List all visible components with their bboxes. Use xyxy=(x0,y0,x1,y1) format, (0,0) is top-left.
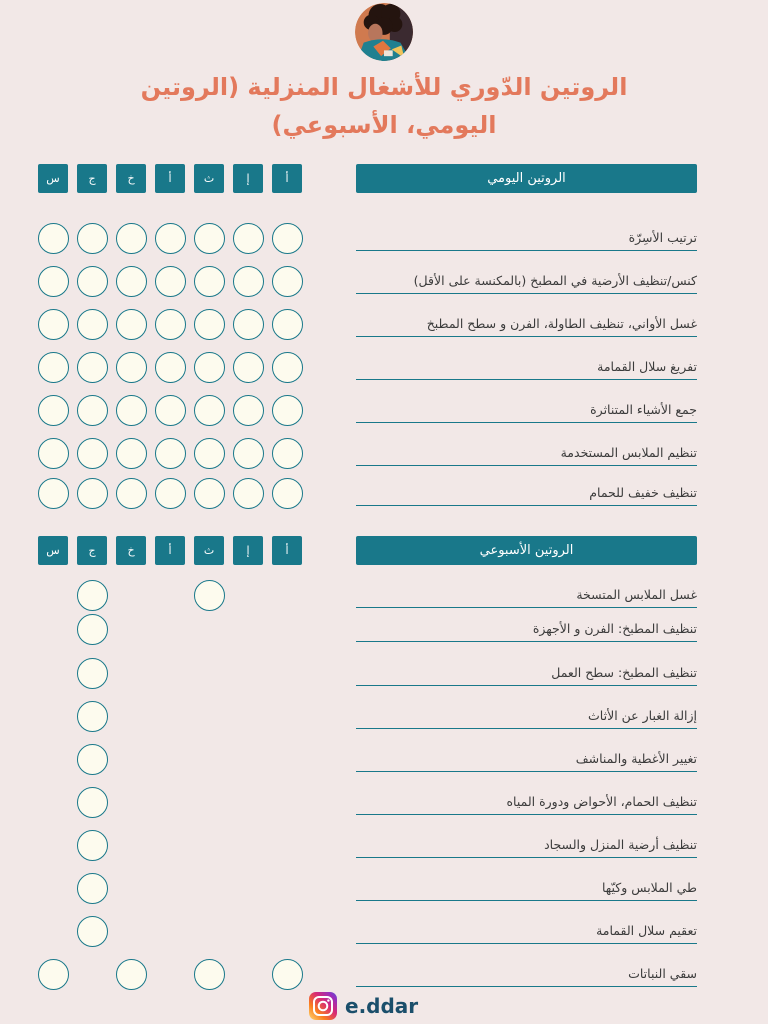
daily-task-checkbox[interactable] xyxy=(38,395,69,426)
daily-task-checkbox[interactable] xyxy=(272,352,303,383)
weekly-task-checkbox[interactable] xyxy=(77,916,108,947)
weekly-task-checkbox[interactable] xyxy=(77,658,108,689)
daily-task-label: ترتيب الأسِرّة xyxy=(628,230,697,245)
weekly-task-checkbox[interactable] xyxy=(77,614,108,645)
daily-task-label: كنس/تنظيف الأرضية في المطبخ (بالمكنسة على الأقل) xyxy=(413,273,697,288)
weekly-task-label: تنظيف الحمام، الأحواض ودورة المياه xyxy=(506,794,697,809)
daily-task-checkbox[interactable] xyxy=(77,266,108,297)
daily-task-label: تنظيم الملابس المستخدمة xyxy=(560,445,697,460)
daily-task-label: غسل الأواني، تنظيف الطاولة، الفرن و سطح المطبخ xyxy=(426,316,697,331)
task-divider xyxy=(356,986,697,987)
daily-task-checkbox[interactable] xyxy=(272,266,303,297)
daily-task-checkbox[interactable] xyxy=(194,478,225,509)
weekly-task-label: تنظيف المطبخ: الفرن و الأجهزة xyxy=(532,621,697,636)
daily-day-header: إ xyxy=(233,164,263,193)
weekly-task-checkbox[interactable] xyxy=(77,701,108,732)
daily-task-checkbox[interactable] xyxy=(116,309,147,340)
daily-task-checkbox[interactable] xyxy=(233,266,264,297)
weekly-task-label: طي الملابس وكيّها xyxy=(601,880,697,895)
task-divider xyxy=(356,685,697,686)
daily-task-checkbox[interactable] xyxy=(272,309,303,340)
weekly-task-checkbox[interactable] xyxy=(77,787,108,818)
page-title xyxy=(0,68,768,144)
daily-task-checkbox[interactable] xyxy=(38,478,69,509)
page-title-line-2: اليومي، الأسبوعي) xyxy=(271,111,497,139)
daily-task-checkbox[interactable] xyxy=(155,352,186,383)
daily-task-checkbox[interactable] xyxy=(233,223,264,254)
task-divider xyxy=(356,336,697,337)
weekly-task-checkbox[interactable] xyxy=(77,830,108,861)
daily-task-checkbox[interactable] xyxy=(272,478,303,509)
daily-task-checkbox[interactable] xyxy=(77,395,108,426)
daily-day-header: أ xyxy=(272,164,302,193)
daily-task-checkbox[interactable] xyxy=(38,266,69,297)
daily-day-header: س xyxy=(38,164,68,193)
daily-task-checkbox[interactable] xyxy=(194,309,225,340)
daily-task-checkbox[interactable] xyxy=(155,266,186,297)
daily-task-checkbox[interactable] xyxy=(38,438,69,469)
daily-task-checkbox[interactable] xyxy=(272,438,303,469)
weekly-task-label: غسل الملابس المتسخة xyxy=(576,587,697,602)
task-divider xyxy=(356,771,697,772)
daily-task-checkbox[interactable] xyxy=(233,478,264,509)
instagram-icon xyxy=(309,992,337,1020)
instagram-logo-icon xyxy=(309,992,337,1020)
instagram-handle: e.ddar xyxy=(345,994,419,1018)
page-title-line-1: الروتين الدّوري للأشغال المنزلية (الروتين xyxy=(140,73,628,101)
weekly-task-label: تنظيف أرضية المنزل والسجاد xyxy=(544,837,697,852)
task-divider xyxy=(356,250,697,251)
daily-task-checkbox[interactable] xyxy=(233,309,264,340)
weekly-task-checkbox[interactable] xyxy=(77,580,108,611)
daily-task-checkbox[interactable] xyxy=(233,352,264,383)
daily-routine-header: الروتين اليومي xyxy=(356,164,697,193)
daily-day-header: ج xyxy=(77,164,107,193)
weekly-day-header: إ xyxy=(233,536,263,565)
task-divider xyxy=(356,728,697,729)
daily-task-checkbox[interactable] xyxy=(116,395,147,426)
daily-task-label: جمع الأشياء المتناثرة xyxy=(590,402,697,417)
task-divider xyxy=(356,641,697,642)
task-divider xyxy=(356,607,697,608)
task-divider xyxy=(356,900,697,901)
avatar xyxy=(355,3,413,61)
daily-day-header: ث xyxy=(194,164,224,193)
daily-task-checkbox[interactable] xyxy=(194,266,225,297)
task-divider xyxy=(356,465,697,466)
daily-task-checkbox[interactable] xyxy=(155,395,186,426)
weekly-day-header: س xyxy=(38,536,68,565)
daily-task-checkbox[interactable] xyxy=(233,395,264,426)
daily-task-checkbox[interactable] xyxy=(155,478,186,509)
weekly-task-checkbox[interactable] xyxy=(194,959,225,990)
weekly-task-label: تغيير الأغطية والمناشف xyxy=(575,751,697,766)
task-divider xyxy=(356,943,697,944)
weekly-day-header: ث xyxy=(194,536,224,565)
weekly-day-header: أ xyxy=(155,536,185,565)
daily-task-checkbox[interactable] xyxy=(77,478,108,509)
weekly-task-checkbox[interactable] xyxy=(116,959,147,990)
weekly-task-label: إزالة الغبار عن الأثاث xyxy=(588,708,697,723)
weekly-day-header: ج xyxy=(77,536,107,565)
daily-task-checkbox[interactable] xyxy=(77,309,108,340)
weekly-day-header: أ xyxy=(272,536,302,565)
weekly-task-checkbox[interactable] xyxy=(38,959,69,990)
daily-task-checkbox[interactable] xyxy=(155,438,186,469)
daily-day-header: خ xyxy=(116,164,146,193)
woman-portrait-icon xyxy=(355,3,413,61)
daily-task-checkbox[interactable] xyxy=(233,438,264,469)
task-divider xyxy=(356,422,697,423)
daily-task-checkbox[interactable] xyxy=(155,223,186,254)
daily-task-checkbox[interactable] xyxy=(116,438,147,469)
task-divider xyxy=(356,505,697,506)
daily-task-checkbox[interactable] xyxy=(272,395,303,426)
daily-task-checkbox[interactable] xyxy=(116,352,147,383)
weekly-task-checkbox[interactable] xyxy=(77,744,108,775)
daily-task-label: تفريغ سلال القمامة xyxy=(597,359,697,374)
weekly-task-label: تعقيم سلال القمامة xyxy=(596,923,697,938)
daily-task-checkbox[interactable] xyxy=(77,438,108,469)
daily-task-checkbox[interactable] xyxy=(38,309,69,340)
daily-task-checkbox[interactable] xyxy=(116,223,147,254)
daily-task-checkbox[interactable] xyxy=(272,223,303,254)
daily-task-checkbox[interactable] xyxy=(194,223,225,254)
weekly-day-header: خ xyxy=(116,536,146,565)
daily-task-checkbox[interactable] xyxy=(194,438,225,469)
daily-task-checkbox[interactable] xyxy=(38,223,69,254)
daily-task-checkbox[interactable] xyxy=(77,352,108,383)
weekly-task-label: سقي النباتات xyxy=(628,966,697,981)
daily-day-header: أ xyxy=(155,164,185,193)
daily-task-checkbox[interactable] xyxy=(77,223,108,254)
weekly-task-label: تنظيف المطبخ: سطح العمل xyxy=(551,665,697,680)
daily-task-checkbox[interactable] xyxy=(155,309,186,340)
task-divider xyxy=(356,379,697,380)
daily-task-checkbox[interactable] xyxy=(194,395,225,426)
task-divider xyxy=(356,857,697,858)
daily-task-checkbox[interactable] xyxy=(116,266,147,297)
task-divider xyxy=(356,293,697,294)
daily-task-label: تنظيف خفيف للحمام xyxy=(589,485,697,500)
weekly-routine-header: الروتين الأسبوعي xyxy=(356,536,697,565)
daily-task-checkbox[interactable] xyxy=(38,352,69,383)
weekly-task-checkbox[interactable] xyxy=(194,580,225,611)
weekly-task-checkbox[interactable] xyxy=(272,959,303,990)
daily-task-checkbox[interactable] xyxy=(194,352,225,383)
task-divider xyxy=(356,814,697,815)
weekly-task-checkbox[interactable] xyxy=(77,873,108,904)
daily-task-checkbox[interactable] xyxy=(116,478,147,509)
